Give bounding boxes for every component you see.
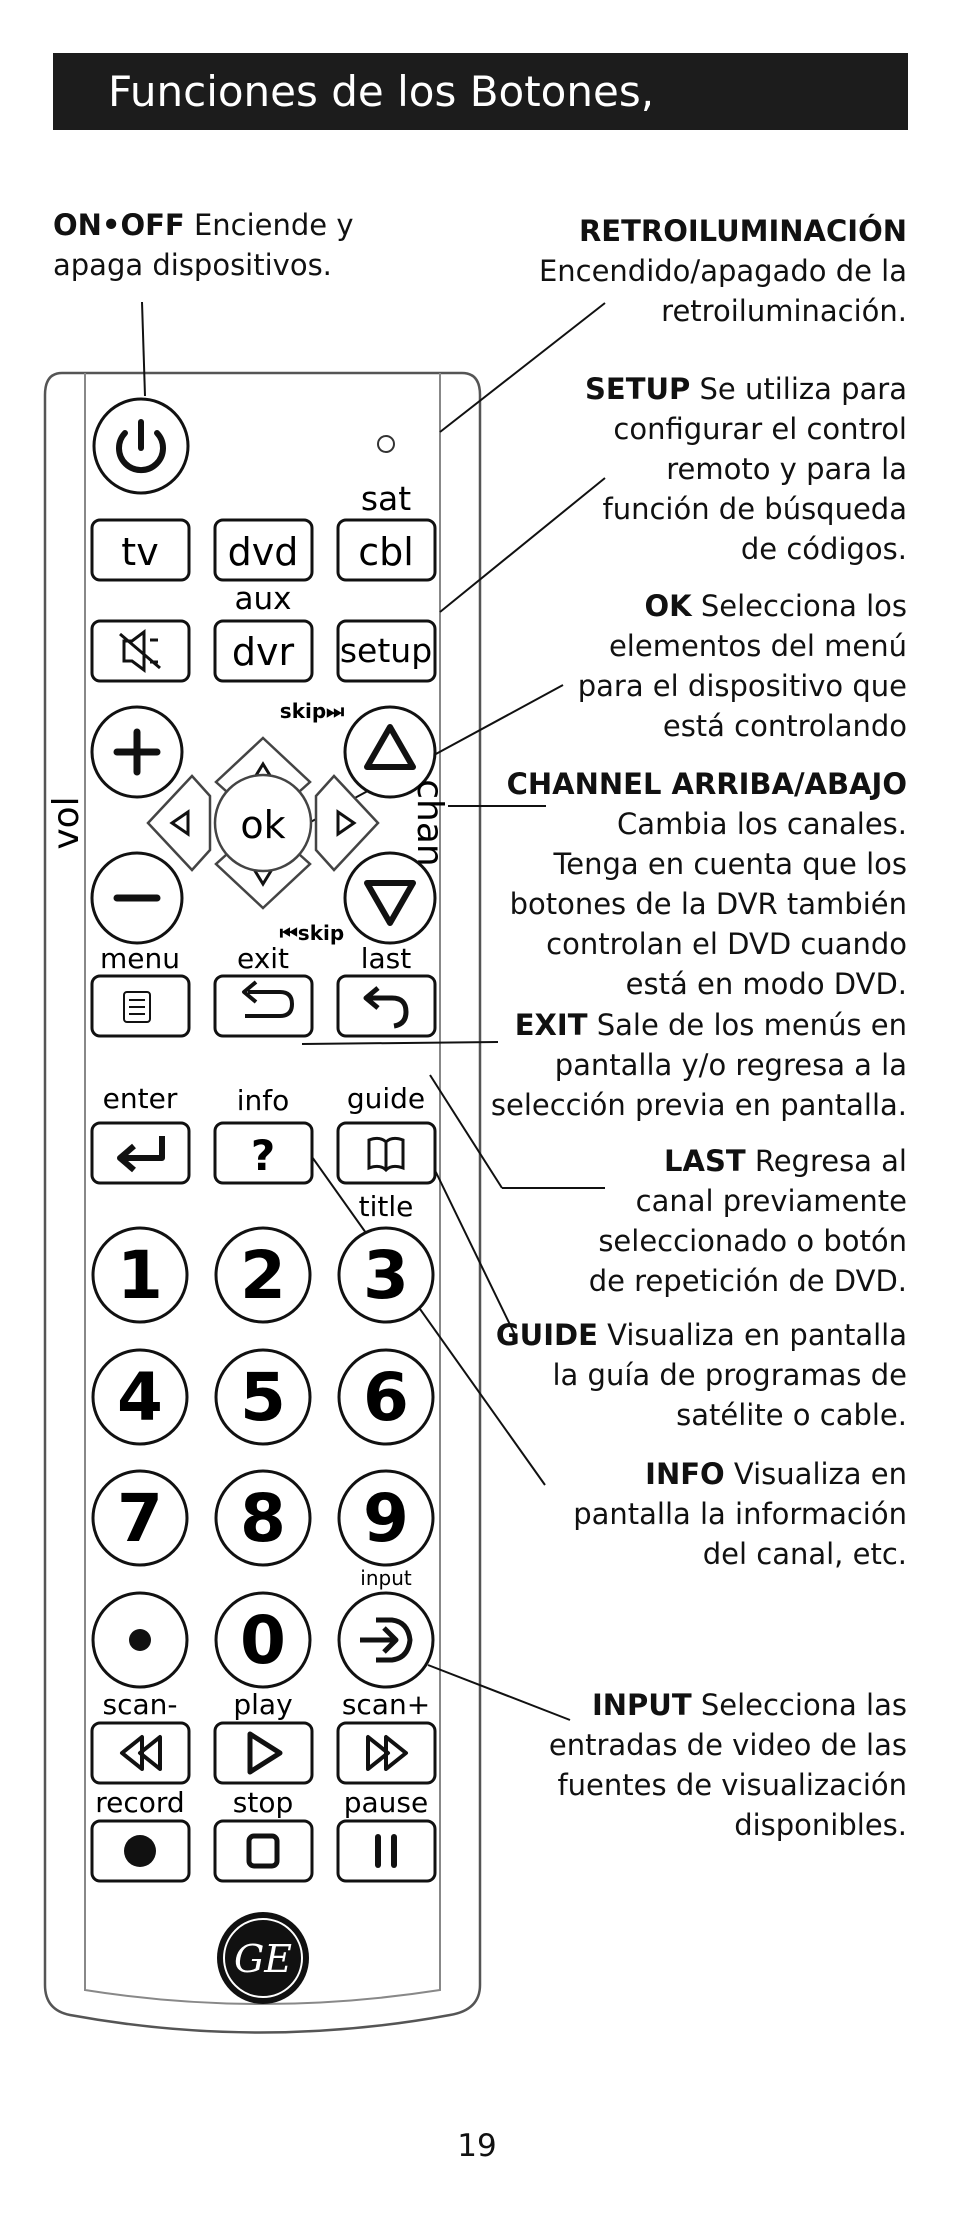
cbl-label: cbl [358, 530, 414, 574]
dvr-label: dvr [231, 630, 295, 674]
input-line2: entradas de video de las [548, 1728, 907, 1762]
dot-icon [129, 1629, 151, 1651]
last-key: LAST [664, 1144, 746, 1178]
last-line4: de repetición de DVD. [588, 1264, 907, 1298]
channel-down-button[interactable] [345, 853, 435, 943]
input-label: input [360, 1566, 412, 1590]
aux-label: aux [234, 581, 292, 617]
channel-line5: está en modo DVD. [625, 967, 907, 1001]
input-line1: Selecciona las [691, 1688, 907, 1722]
chan-label: chan [409, 779, 450, 867]
play-button[interactable] [215, 1723, 312, 1783]
setup-key: SETUP [585, 372, 691, 406]
exit-key: EXIT [514, 1008, 588, 1042]
onoff-line2: apaga dispositivos. [53, 248, 332, 282]
ok-label: ok [240, 803, 286, 847]
menu-label: menu [100, 942, 180, 975]
digit-5-label: 5 [240, 1359, 286, 1436]
stop-label: stop [232, 1786, 294, 1819]
ok-line3: para el dispositivo que [577, 669, 907, 703]
record-label: record [95, 1786, 185, 1819]
channel-line4: controlan el DVD cuando [546, 927, 907, 961]
exit-line2: pantalla y/o regresa a la [554, 1048, 907, 1082]
stop-button[interactable] [215, 1821, 312, 1881]
channel-line3: botones de la DVR también [509, 887, 907, 921]
input-line4: disponibles. [734, 1808, 907, 1842]
tv-label: tv [121, 530, 159, 574]
last-line3: seleccionado o botón [598, 1224, 907, 1258]
info-line3: del canal, etc. [702, 1537, 907, 1571]
page-number: 19 [457, 2128, 497, 2164]
enter-button[interactable] [92, 1123, 189, 1183]
backlight-indicator [378, 436, 394, 452]
guide-line1: Visualiza en pantalla [597, 1318, 907, 1352]
onoff-line1: Enciende y [184, 208, 354, 242]
skip-forward-label: skip⏭ [279, 699, 345, 723]
play-label: play [233, 1688, 293, 1721]
exit-line3: selección previa en pantalla. [490, 1088, 907, 1122]
setup-line1: Se utiliza para [690, 372, 907, 406]
backlight-line1: Encendido/apagado de la [538, 254, 907, 288]
digit-7-label: 7 [117, 1480, 163, 1557]
title-label: title [358, 1190, 414, 1223]
channel-line1: Cambia los canales. [617, 807, 907, 841]
channel-key: CHANNEL ARRIBA/ABAJO [506, 767, 907, 801]
setup-label: setup [339, 631, 433, 670]
digit-2-label: 2 [240, 1237, 286, 1314]
onoff-key: ON•OFF [53, 208, 185, 242]
record-icon [124, 1835, 156, 1867]
info-key: INFO [645, 1457, 725, 1491]
exit-button[interactable] [215, 976, 312, 1036]
scan-minus-label: scan- [102, 1688, 178, 1721]
dvd-label: dvd [227, 530, 299, 574]
digit-9-label: 9 [363, 1480, 409, 1557]
ok-line2: elementos del menú [608, 629, 907, 663]
digit-3-label: 3 [363, 1237, 409, 1314]
last-line1: Regresa al [745, 1144, 907, 1178]
pause-button[interactable] [338, 1821, 435, 1881]
info-line2: pantalla la información [573, 1497, 907, 1531]
digit-8-label: 8 [240, 1480, 286, 1557]
enter-label: enter [102, 1082, 178, 1115]
digit-1-label: 1 [117, 1237, 163, 1314]
exit-line1: Sale de los menús en [587, 1008, 907, 1042]
backlight-key: RETROILUMINACIÓN [578, 214, 907, 248]
backlight-line2: retroiluminación. [661, 294, 907, 328]
last-button[interactable] [338, 976, 435, 1036]
setup-line5: de códigos. [740, 532, 907, 566]
pause-label: pause [343, 1786, 429, 1819]
sat-label: sat [360, 479, 412, 518]
digit-6-label: 6 [363, 1359, 409, 1436]
exit-label: exit [236, 942, 290, 975]
setup-line4: función de búsqueda [602, 492, 907, 526]
vol-label: vol [46, 796, 87, 850]
guide-line3: satélite o cable. [676, 1398, 907, 1432]
info-label: info [236, 1084, 290, 1117]
setup-line2: configurar el control [613, 412, 907, 446]
last-line2: canal previamente [635, 1184, 907, 1218]
ok-line1: Selecciona los [691, 589, 907, 623]
ok-key: OK [644, 589, 692, 623]
guide-key: GUIDE [495, 1318, 598, 1352]
input-line3: fuentes de visualización [557, 1768, 907, 1802]
guide-label: guide [346, 1082, 426, 1115]
guide-line2: la guía de programas de [552, 1358, 907, 1392]
page-title: Funciones de los Botones, continuación [108, 67, 655, 193]
input-key: INPUT [591, 1688, 692, 1722]
ge-logo-text: GE [233, 1937, 293, 1981]
skip-back-label: ⏮skip [279, 921, 345, 945]
setup-line3: remoto y para la [666, 452, 907, 486]
last-label: last [360, 942, 412, 975]
info-line1: Visualiza en [724, 1457, 907, 1491]
digit-0-label: 0 [240, 1602, 286, 1679]
digit-4-label: 4 [117, 1359, 163, 1436]
scan-plus-label: scan+ [341, 1688, 431, 1721]
question-icon: ? [250, 1131, 276, 1180]
channel-line2: Tenga en cuenta que los [553, 847, 907, 881]
ok-line4: está controlando [662, 709, 907, 743]
